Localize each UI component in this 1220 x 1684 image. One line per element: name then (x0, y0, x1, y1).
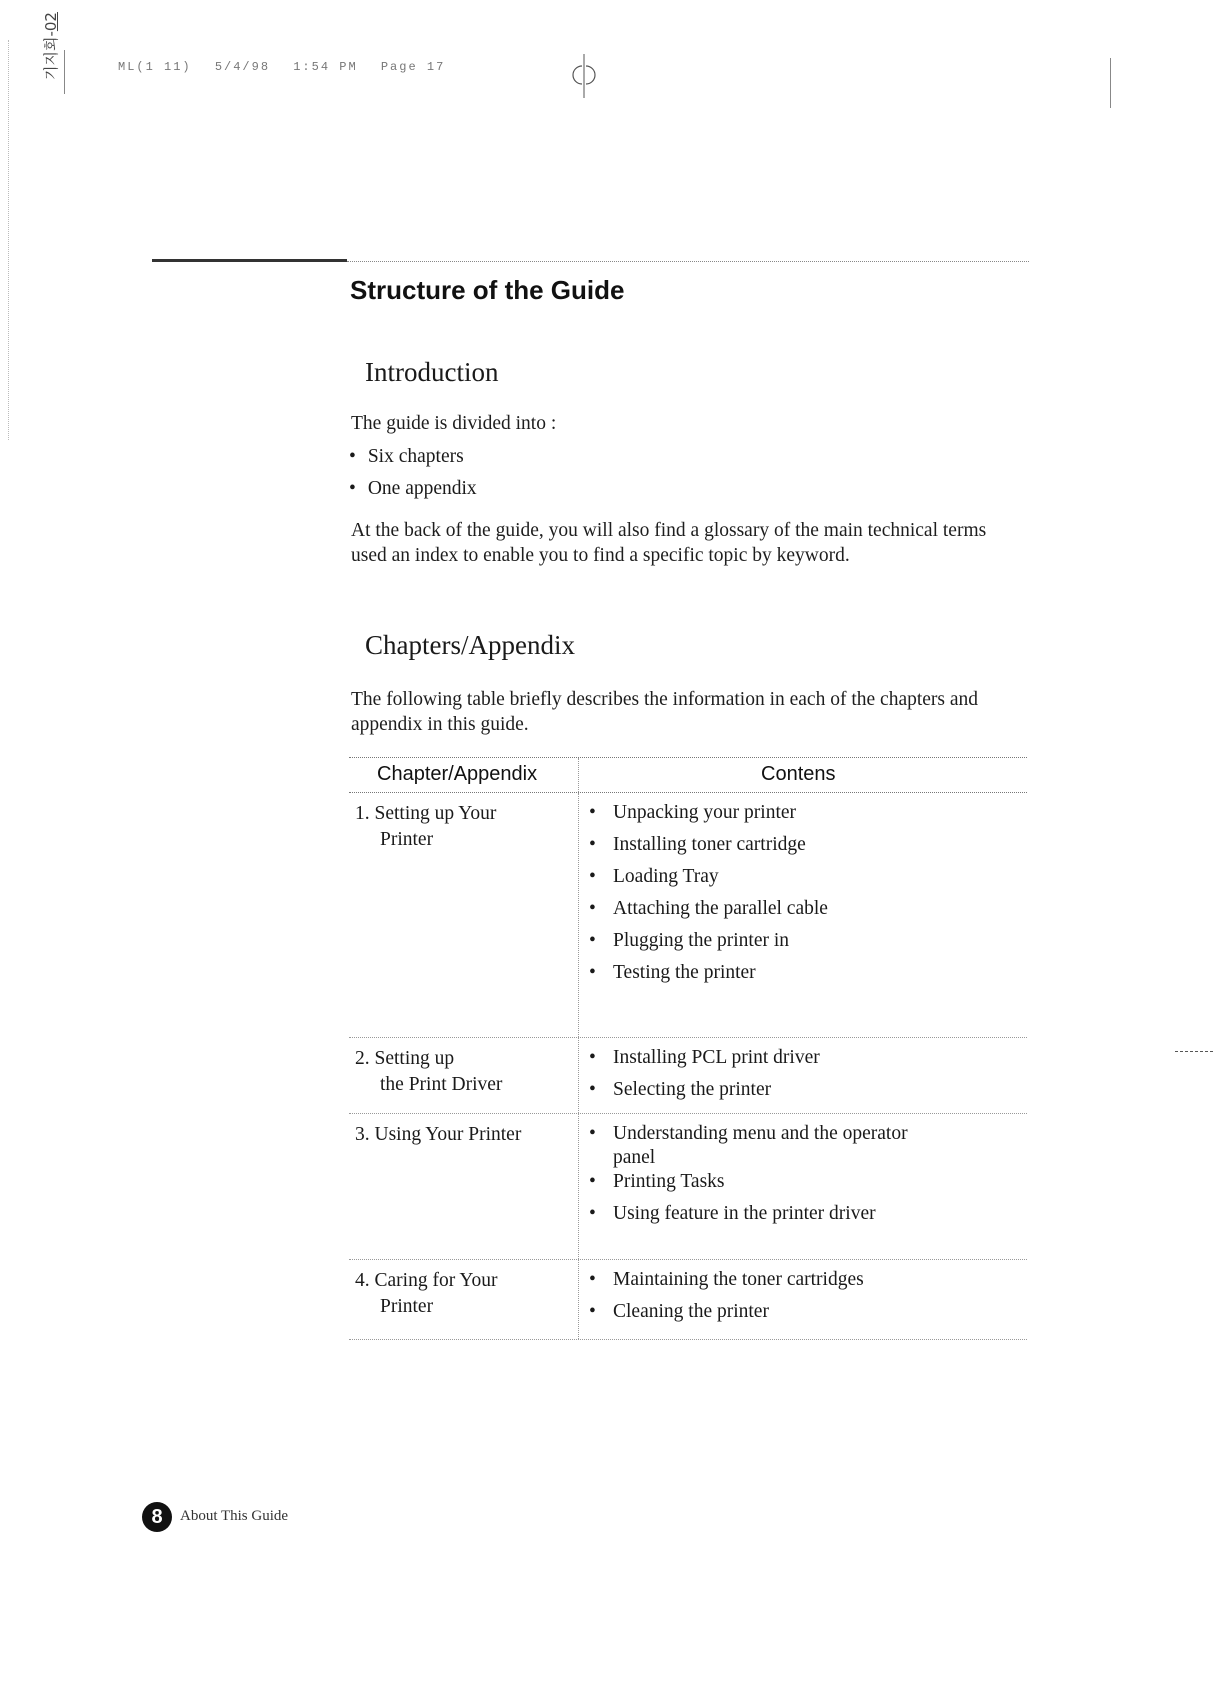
list-item: • Using feature in the printer driver (589, 1202, 1027, 1234)
column-header-chapter: Chapter/Appendix (377, 763, 538, 785)
chapter-cell (355, 1268, 570, 1320)
heading-rule-thick (152, 259, 347, 262)
table-row (349, 1260, 1027, 1340)
chapter-cell (355, 1122, 570, 1148)
introduction-body: At the back of the guide, you will also find a glossary of the main technical terms used an index to enable you to find a specific topic by keyword. (351, 520, 987, 566)
list-item: • Cleaning the printer (589, 1300, 1027, 1332)
slug-date: 5/4/98 (214, 60, 271, 74)
list-item: • Unpacking your printer (589, 801, 1027, 833)
list-item-text-continued: panel (613, 1147, 656, 1168)
list-item: • One appendix (349, 473, 477, 505)
chapter-title-line2: the Print Driver (380, 1074, 503, 1095)
crop-mark-right (1110, 58, 1111, 108)
page-title: Structure of the Guide (350, 275, 625, 305)
print-slug (118, 60, 459, 74)
chapter-cell (355, 801, 570, 853)
introduction-lead: The guide is divided into : (351, 413, 557, 434)
list-item: • Maintaining the toner cartridges (589, 1268, 1027, 1300)
edge-mark (1175, 1051, 1213, 1052)
table-row (349, 1114, 1027, 1260)
list-item: • Six chapters (349, 441, 477, 473)
slug-time: 1:54 PM (293, 60, 358, 74)
side-label-prefix: 기지회- (42, 31, 60, 80)
list-item: • Attaching the parallel cable (589, 897, 1027, 929)
margin-dotted-line (8, 40, 10, 440)
chapter-title: 1. Setting up Your (355, 803, 497, 824)
chapter-title: 4. Caring for Your (355, 1270, 498, 1291)
table-row (349, 1038, 1027, 1114)
list-item: • Installing PCL print driver (589, 1046, 1027, 1078)
footer-section-title: About This Guide (180, 1508, 289, 1524)
slug-page: Page 17 (380, 60, 446, 74)
chapter-cell (355, 1046, 570, 1098)
side-label (40, 12, 61, 80)
slug-file: ML(1 11) (118, 60, 192, 74)
chapter-title-line2: Printer (380, 829, 434, 850)
side-label-code: 02 (42, 12, 60, 32)
registration-mark-icon (572, 54, 596, 98)
list-item: • Selecting the printer (589, 1078, 1027, 1110)
chapter-title: 2. Setting up (355, 1048, 455, 1069)
contents-list (589, 1046, 1027, 1110)
chapter-title-line2: Printer (380, 1296, 434, 1317)
introduction-bullets (349, 441, 477, 505)
list-item-text: Understanding menu and the operator (613, 1123, 908, 1144)
contents-list (589, 801, 1027, 993)
column-header-contents: Contens (761, 763, 836, 785)
heading-rule-dotted (347, 261, 1029, 262)
list-item (589, 1122, 1027, 1170)
chapters-heading: Chapters/Appendix (365, 630, 575, 660)
chapters-intro: The following table briefly describes the information in each of the chapters and appendix in this guide. (351, 689, 979, 735)
page-number-badge: 8 (142, 1502, 172, 1532)
contents-list (589, 1122, 1027, 1234)
list-item: • Loading Tray (589, 865, 1027, 897)
table-row (349, 793, 1027, 1038)
chapters-table (349, 757, 1027, 1340)
chapter-title: 3. Using Your Printer (355, 1124, 522, 1145)
contents-list (589, 1268, 1027, 1332)
list-item: • Testing the printer (589, 961, 1027, 993)
list-item: • Installing toner cartridge (589, 833, 1027, 865)
introduction-heading: Introduction (365, 357, 499, 387)
list-item: • Plugging the printer in (589, 929, 1027, 961)
crop-mark-left (64, 50, 65, 94)
table-header (349, 757, 1027, 793)
list-item: • Printing Tasks (589, 1170, 1027, 1202)
